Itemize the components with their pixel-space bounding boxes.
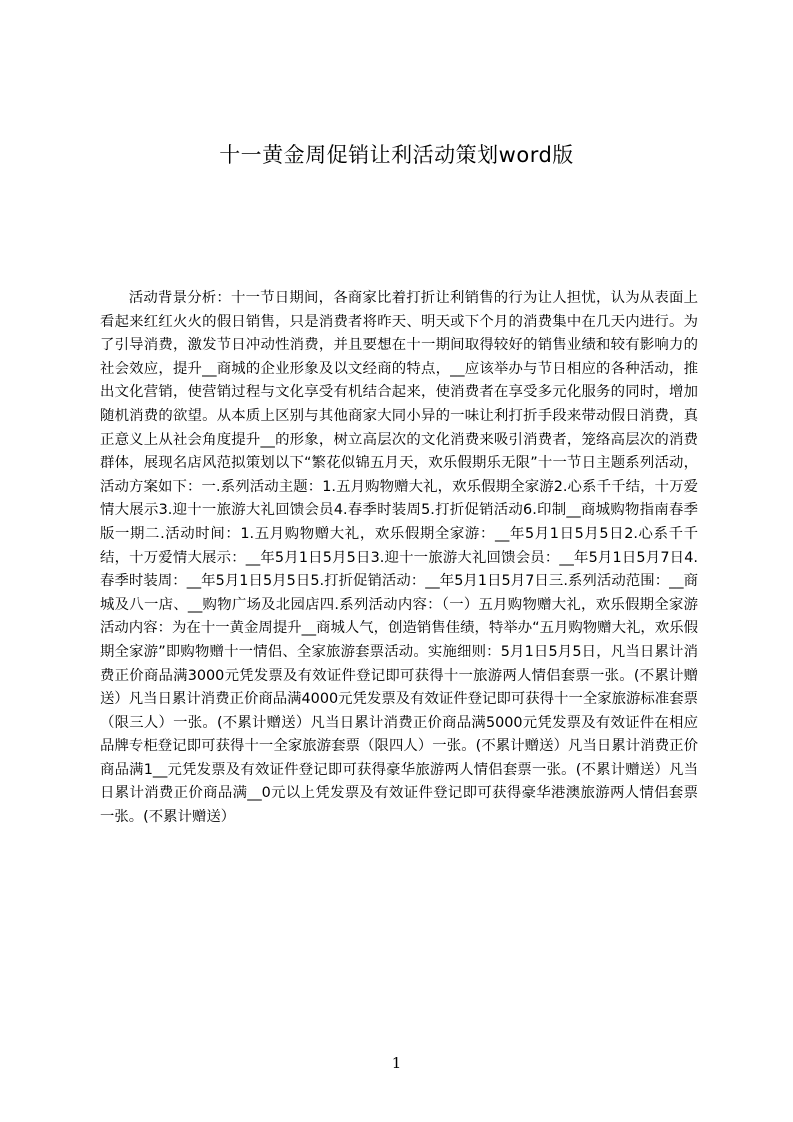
body-paragraph: 活动背景分析：十一节日期间，各商家比着打折让利销售的行为让人担忧，认为从表面上看起来红红火火的假日销售，只是消费者将昨天、明天或下个月的消费集中在几天内进行。为了引导消费，激发节日冲动性消费，并且要想在十一期间取得较好的销售业绩和较有影响力的社会效应，提升__商城的企业形象及以文经商的特点，__应该举办与节日相应的各种活动，推出文化营销，使营销过程与文化享受有机结合起来，使消费者在享受多元化服务的同时，增加随机消费的欲望。从本质上区别与其他商家大同小异的一味让利打折手段来带动假日消费，真正意义上从社会角度提升__的形象，树立高层次的文化消费来吸引消费者，笼络高层次的消费群体，展现名店风范拟策划以下“繁花似锦五月天，欢乐假期乐无限”十一节日主题系列活动，活动方案如下：一.系列活动主题：1.五月购物赠大礼，欢乐假期全家游2.心系千千结，十万爱情大展示3.迎十一旅游大礼回馈会员4.春季时装周5.打折促销活动6.印制__商城购物指南春季版一期二.活动时间：1.五月购物赠大礼，欢乐假期全家游：__年5月1日5月5日2.心系千千结，十万爱情大展示：__年5月1日5月5日3.迎十一旅游大礼回馈会员：__年5月1日5月7日4.春季时装周：__年5月1日5月5日5.打折促销活动：__年5月1日5月7日三.系列活动范围：__商城及八一店、__购物广场及北园店四.系列活动内容：（一）五月购物赠大礼，欢乐假期全家游活动内容：为在十一黄金周提升__商城人气，创造销售佳绩，特举办“五月购物赠大礼，欢乐假期全家游”即购物赠十一情侣、全家旅游套票活动。实施细则：5月1日5月5日，凡当日累计消费正价商品满3000元凭发票及有效证件登记即可获得十一旅游两人情侣套票一张。(不累计赠送）凡当日累计消费正价商品满4000元凭发票及有效证件登记即可获得十一全家旅游标准套票（限三人）一张。(不累计赠送）凡当日累计消费正价商品满5000元凭发票及有效证件在相应品牌专柜登记即可获得十一全家旅游套票（限四人）一张。(不累计赠送）凡当日累计消费正价商品满1__元凭发票及有效证件登记即可获得豪华旅游两人情侣套票一张。(不累计赠送）凡当日累计消费正价商品满__0元以上凭发票及有效证件登记即可获得豪华港澳旅游两人情侣套票一张。(不累计赠送） xyxy=(100,290,698,826)
document-title: 十一黄金周促销让利活动策划word版 xyxy=(219,143,574,167)
page-number: 1 xyxy=(391,1054,402,1072)
